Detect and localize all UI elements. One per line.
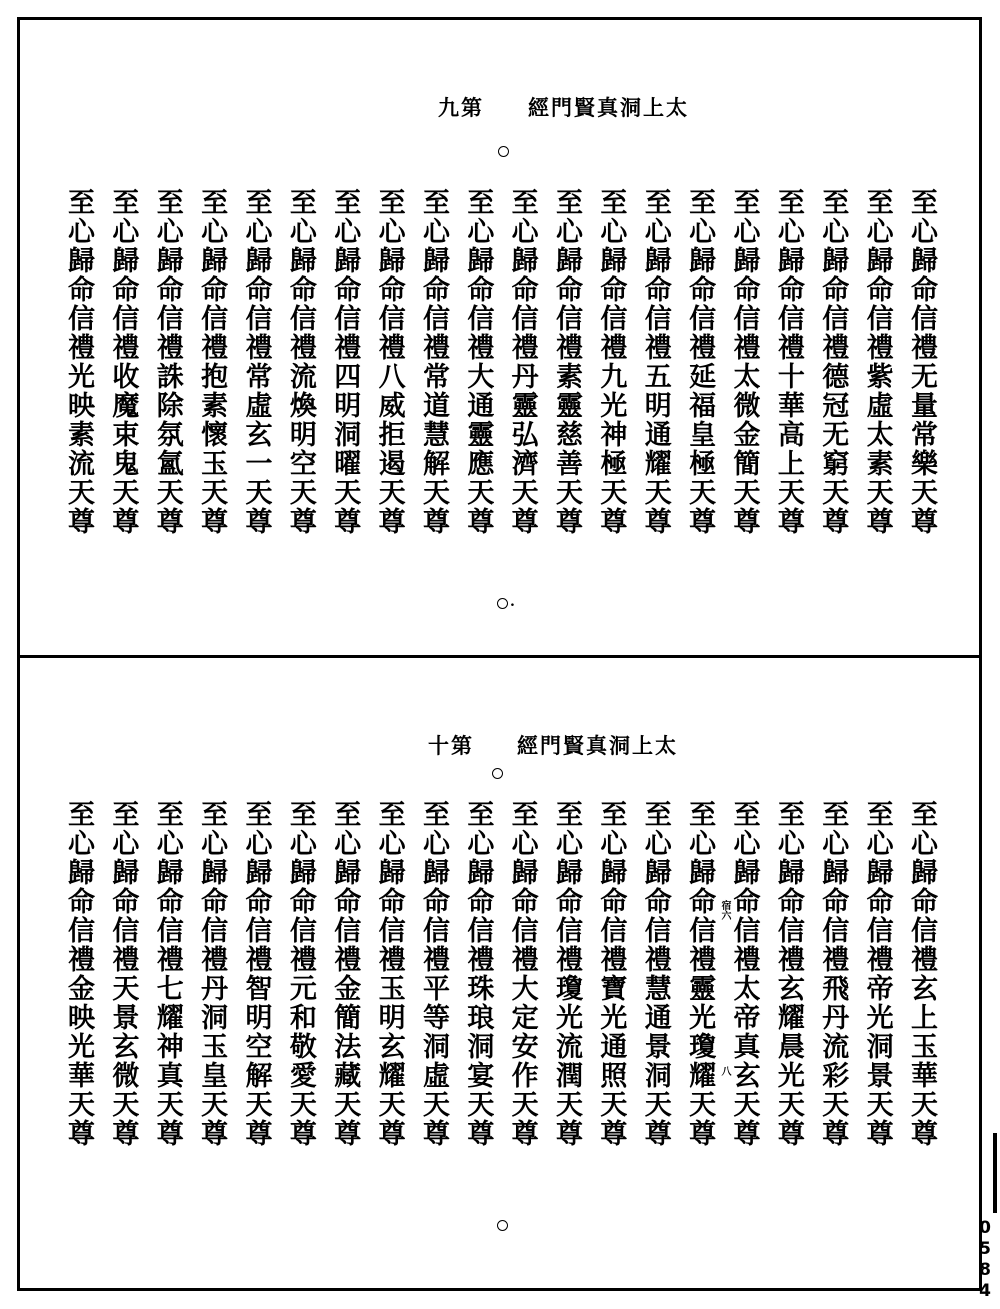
page-number: 0584 [975, 1218, 995, 1302]
panel-header [20, 92, 979, 122]
scroll-panel-upper [20, 20, 979, 655]
text-column: 至心歸命信禮流煥明空天尊 [284, 188, 316, 536]
text-columns [60, 800, 939, 1160]
text-column: 至心歸命信禮延福皇極天尊 [684, 188, 716, 536]
text-column: 至心歸命信禮九光神極天尊 [595, 188, 627, 536]
text-column: 至心歸命信禮紫虛太素天尊 [861, 188, 893, 536]
side-note: 宿六 [719, 900, 730, 920]
text-column: 至心歸命信禮七耀神真天尊 [151, 800, 183, 1148]
sutra-title: 太上洞真賢門經 [528, 95, 689, 120]
text-column: 至心歸命信禮丹洞玉皇天尊 [196, 800, 228, 1148]
text-column: 至心歸命信禮金映光華天尊 [63, 800, 94, 1148]
circle-mark-bottom [497, 1220, 508, 1231]
text-column: 至心歸命信禮德冠无窮天尊 [817, 188, 849, 536]
panel-header [20, 730, 979, 760]
text-columns [60, 188, 939, 548]
period-mark: . [510, 594, 515, 610]
edge-tab [993, 1133, 997, 1213]
text-column: 至心歸命信禮太微金簡天尊 [728, 188, 760, 536]
text-column: 至心歸命信禮玉明玄耀天尊 [373, 800, 405, 1148]
text-column: 至心歸命信禮收魔束鬼天尊 [107, 188, 139, 536]
text-column: 至心歸命信禮玄耀晨光天尊 [772, 800, 804, 1148]
text-column: 至心歸命信禮飛丹流彩天尊 [817, 800, 849, 1148]
text-column: 至心歸命信禮靈光瓊耀天尊 [684, 800, 716, 1148]
text-column: 至心歸命信禮十華高上天尊 [772, 188, 804, 536]
text-column: 至心歸命信禮金簡法藏天尊 [329, 800, 361, 1148]
text-column: 至心歸命信禮慧通景洞天尊 [639, 800, 671, 1148]
circle-mark-top [492, 768, 503, 779]
text-column: 至心歸命信禮帝光洞景天尊 [861, 800, 893, 1148]
text-column: 至心歸命信禮五明通耀天尊 [639, 188, 671, 536]
text-column: 至心歸命信禮玄上玉華天尊 [906, 800, 937, 1148]
text-column: 至心歸命信禮无量常樂天尊 [906, 188, 937, 536]
text-column: 至心歸命信禮智明空解天尊 [240, 800, 272, 1148]
text-column: 至心歸命信禮四明洞曜天尊 [329, 188, 361, 536]
text-column: 至心歸命信禮寶光通照天尊 [595, 800, 627, 1148]
text-column: 至心歸命信禮大通靈應天尊 [462, 188, 494, 536]
side-note-2: 八 [719, 1066, 730, 1076]
text-column: 至心歸命信禮光映素流天尊 [63, 188, 94, 536]
sutra-title: 太上洞真賢門經 [517, 733, 678, 758]
text-column: 至心歸命信禮抱素懷玉天尊 [196, 188, 228, 536]
text-column: 至心歸命信禮天景玄微天尊 [107, 800, 139, 1148]
text-column: 至心歸命信禮誅除氛氳天尊 [151, 188, 183, 536]
text-column: 至心歸命信禮太帝真玄天尊 [728, 800, 760, 1148]
text-column: 至心歸命信禮元和敬愛天尊 [284, 800, 316, 1148]
scroll-panel-lower [20, 658, 979, 1288]
text-column: 至心歸命信禮大定安作天尊 [506, 800, 538, 1148]
text-column: 至心歸命信禮平等洞虛天尊 [417, 800, 449, 1148]
text-column: 至心歸命信禮常虛玄一天尊 [240, 188, 272, 536]
text-column: 至心歸命信禮常道慧解天尊 [417, 188, 449, 536]
text-column: 至心歸命信禮素靈慈善天尊 [551, 188, 583, 536]
text-column: 至心歸命信禮瓊光流潤天尊 [551, 800, 583, 1148]
circle-mark-bottom [497, 598, 508, 609]
text-column: 至心歸命信禮八威拒遏天尊 [373, 188, 405, 536]
text-column: 至心歸命信禮珠琅洞宴天尊 [462, 800, 494, 1148]
text-column: 至心歸命信禮丹靈弘濟天尊 [506, 188, 538, 536]
chapter-number: 第十 [428, 733, 474, 758]
circle-mark-top [498, 146, 509, 157]
chapter-number: 第九 [438, 95, 484, 120]
